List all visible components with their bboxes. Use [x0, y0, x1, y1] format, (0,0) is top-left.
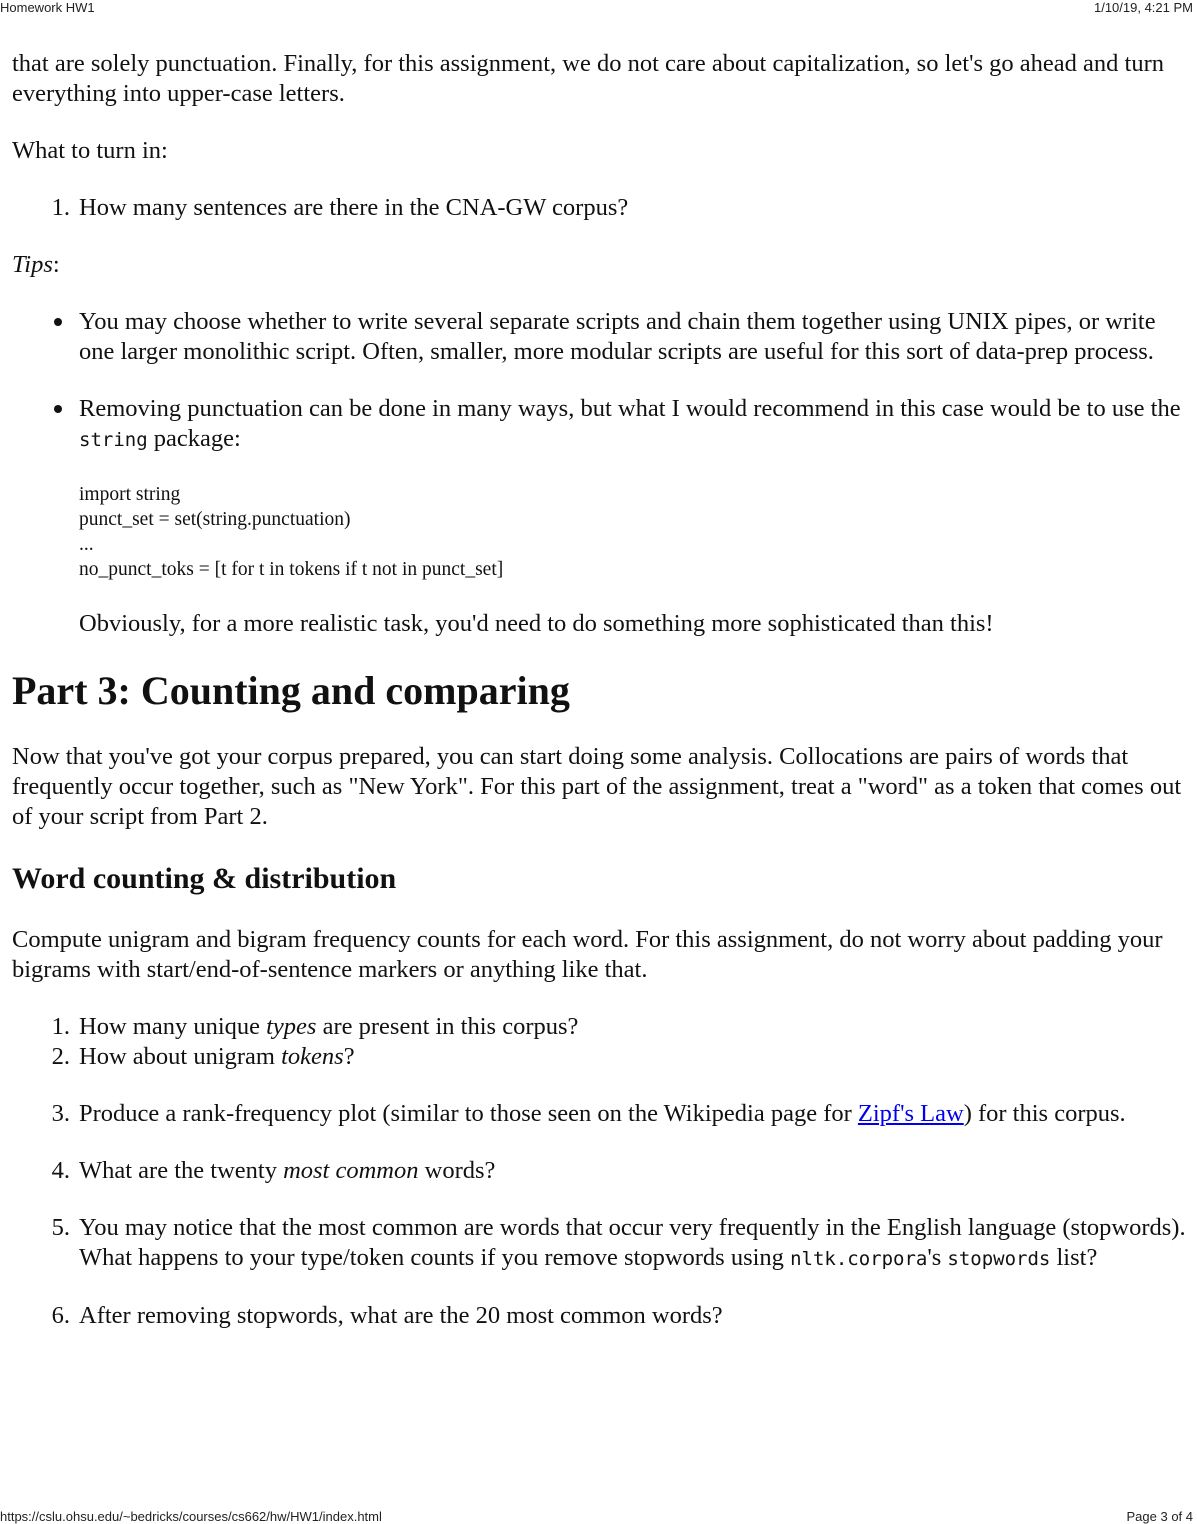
question-text: How many unique	[79, 1013, 267, 1040]
tip-item	[12, 394, 1187, 455]
tips-list	[12, 307, 1187, 455]
question-text: How about unigram	[79, 1043, 282, 1070]
tips-label-text: Tips	[12, 251, 53, 278]
tip-text: You may choose whether to write several separate scripts and chain them together using UNIX pipes, or write one larger monolithic script. Often, smaller, more modular scripts are useful for this sort of data-prep process.	[79, 308, 1156, 365]
list-number: 1.	[51, 194, 70, 221]
list-number: 4.	[51, 1157, 70, 1184]
list-number: 6.	[51, 1302, 70, 1329]
question-text: are present in this corpus?	[316, 1013, 579, 1040]
tips-colon: :	[52, 251, 60, 278]
intro-paragraph: that are solely punctuation. Finally, for this assignment, we do not care about capitalization, so let's go ahead and turn everything into upper-case letters.	[12, 50, 1164, 107]
list-item	[12, 193, 1187, 223]
list-item	[12, 1099, 1187, 1129]
section-paragraph: Now that you've got your corpus prepared, you can start doing some analysis. Collocations are pairs of words that frequently occur together, such as "New York". For this part of the assignment, treat a "word" as a token that comes out of your script from Part 2.	[12, 743, 1182, 830]
document-body	[12, 49, 1187, 1331]
question-list	[12, 1012, 1187, 1331]
code-block: import string punct_set = set(string.punctuation) ... no_punct_toks = [t for t in tokens if t not in punct_set]	[79, 484, 504, 580]
page-header-datetime: 1/10/19, 4:21 PM	[1093, 0, 1193, 15]
list-number: 3.	[51, 1100, 70, 1127]
list-item	[12, 1213, 1187, 1274]
tip-item	[12, 307, 1187, 367]
subsection-paragraph: Compute unigram and bigram frequency counts for each word. For this assignment, do not worry about padding your bigrams with start/end-of-sentence markers or anything like that.	[12, 926, 1163, 983]
tip-note: Obviously, for a more realistic task, you'd need to do something more sophisticated than this!	[79, 610, 994, 637]
bullet-icon	[54, 318, 62, 326]
list-item	[12, 1156, 1187, 1186]
inline-code: string	[79, 429, 148, 451]
question-text: words?	[418, 1157, 496, 1184]
page-footer-url: https://cslu.ohsu.edu/~bedricks/courses/cs662/hw/HW1/index.html	[0, 1509, 382, 1524]
turn-in-label: What to turn in:	[12, 137, 168, 164]
bullet-icon	[54, 405, 62, 413]
question-text: Produce a rank-frequency plot (similar to those seen on the Wikipedia page for	[79, 1100, 858, 1127]
list-item	[12, 1012, 1187, 1042]
question-text: After removing stopwords, what are the 20 most common words?	[79, 1302, 723, 1329]
question-text: You may notice that the most common are words that occur very frequently in the English language (stopwords). What happens to your type/token counts if you remove stopwords using	[79, 1214, 1186, 1271]
list-item	[12, 1301, 1187, 1331]
inline-code: stopwords	[947, 1248, 1051, 1270]
page-header-title: Homework HW1	[0, 0, 95, 15]
list-item	[12, 1042, 1187, 1072]
list-number: 5.	[51, 1214, 70, 1241]
subsection-heading: Word counting & distribution	[12, 862, 397, 895]
question-text: ) for this corpus.	[963, 1100, 1126, 1127]
inline-code: nltk.corpora	[790, 1248, 928, 1270]
tip-text-after: package:	[147, 425, 241, 452]
emphasis: most common	[283, 1157, 419, 1184]
question-text: What are the twenty	[79, 1157, 284, 1184]
emphasis: tokens	[281, 1043, 344, 1070]
tip-text-before: Removing punctuation can be done in many ways, but what I would recommend in this case would be to use the	[79, 395, 1181, 422]
list-number: 1.	[51, 1013, 70, 1040]
page-footer-page-number: Page 3 of 4	[1126, 1509, 1193, 1524]
section-heading: Part 3: Counting and comparing	[12, 668, 570, 713]
question-text: 's	[927, 1244, 948, 1271]
tips-label	[12, 250, 1187, 280]
question-text: list?	[1050, 1244, 1098, 1271]
emphasis: types	[266, 1013, 317, 1040]
list-item-text: How many sentences are there in the CNA-GW corpus?	[79, 194, 629, 221]
question-text: ?	[343, 1043, 355, 1070]
zipfs-law-link[interactable]: Zipf's Law	[857, 1100, 964, 1127]
list-number: 2.	[51, 1043, 70, 1070]
turn-in-list	[12, 193, 1187, 223]
